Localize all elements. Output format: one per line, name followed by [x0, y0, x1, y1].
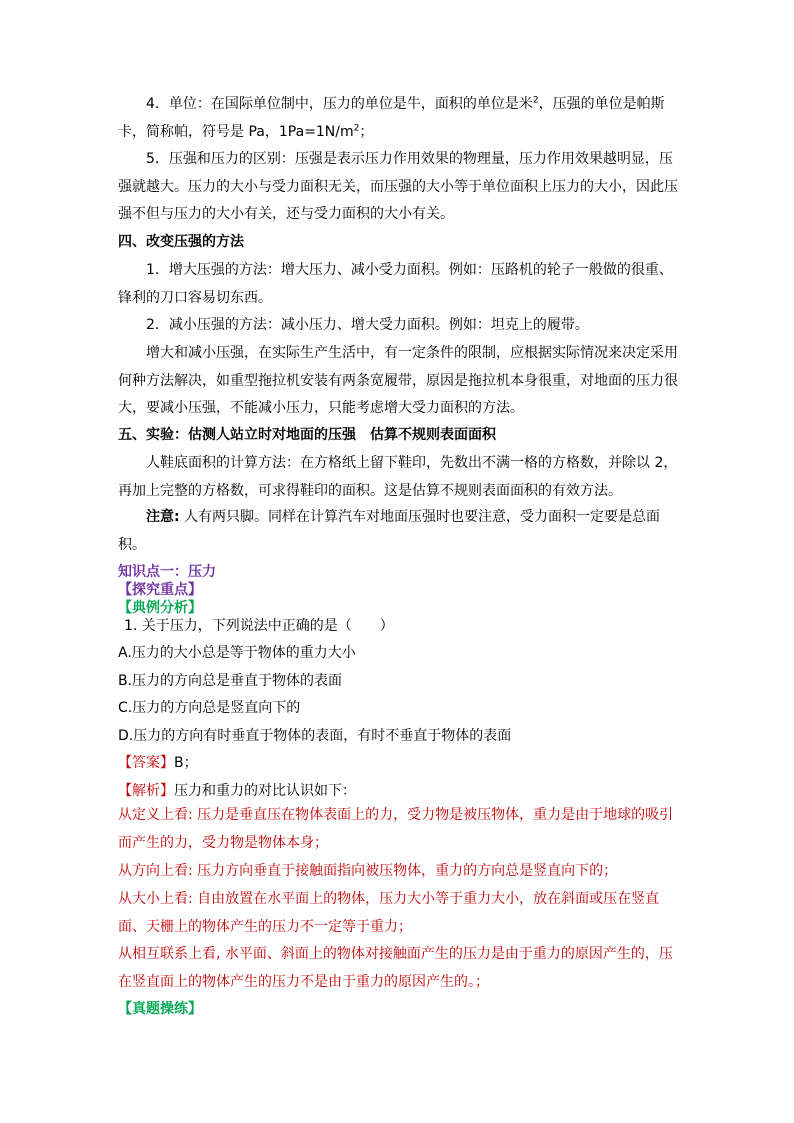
practice-heading: 【真题操练】	[118, 1001, 202, 1017]
increase-pressure-paragraph: 1．增大压强的方法：增大压力、减小受力面积。例如：压路机的轮子一般做的很重、锋利的刀口容易切东西。	[118, 262, 673, 306]
shoe-area-paragraph: 人鞋底面积的计算方法：在方格纸上留下鞋印，先数出不满一格的方格数，并除以 2，再加上完整的方格数，可求得鞋印的面积。这是估算不规则表面面积的有效方法。	[118, 455, 678, 499]
tractor-paragraph: 增大和减小压强，在实际生产生活中，有一定条件的限制，应根据实际情况来决定采用何种方法解决，如重型拖拉机安装有两条宽履带，原因是拖拉机本身很重，对地面的压力很大，要减小压强，不能减小压力，只能考虑增大受力面积的方法。	[118, 345, 678, 416]
analysis-relation: 从相互联系上看, 水平面、斜面上的物体对接触面产生的压力是由于重力的原因产生的，压在竖直面上的物体产生的压力不是由于重力的原因产生的。；	[118, 946, 673, 990]
section-5-title: 五、实验：估测人站立时对地面的压强 估算不规则表面面积	[118, 427, 496, 443]
option-c: C.压力的方向总是竖直向下的	[118, 700, 301, 716]
analysis-size: 从大小上看: 自由放置在水平面上的物体，压力大小等于重力大小，放在斜面或压在竖直面、天栅上的物体产生的压力不一定等于重力；	[118, 891, 660, 935]
example-heading: 【典例分析】	[118, 600, 202, 616]
analysis-definition: 从定义上看: 压力是垂直压在物体表面上的力，受力物是被压物体，重力是由于地球的吸引而产生的力，受力物是物体本身；	[118, 807, 674, 851]
option-d: D.压力的方向有时垂直于物体的表面，有时不垂直于物体的表面	[118, 728, 512, 744]
answer-label: 【答案】	[118, 755, 174, 771]
knowledge-point-heading: 知识点一：压力	[118, 564, 216, 580]
answer-value: B；	[174, 755, 198, 771]
decrease-pressure-paragraph: 2．减小压强的方法：减小压力、增大受力面积。例如：坦克上的履带。	[146, 317, 589, 333]
note-paragraph: 注意: 人有两只脚。同样在计算汽车对地面压强时也要注意，受力面积一定要是总面积。	[118, 509, 661, 553]
analysis-line: 【解析】压力和重力的对比认识如下：	[118, 783, 356, 799]
option-a: A.压力的大小总是等于物体的重力大小	[118, 645, 356, 661]
option-b: B.压力的方向总是垂直于物体的表面	[118, 673, 343, 689]
unit-paragraph: 4．单位：在国际单位制中，压力的单位是牛，面积的单位是米$^2$，压强的单位是帕斯卡，简称帕，符号是 Pa，$1Pa=1N/m^2$；	[118, 95, 665, 140]
note-label: 注意:	[146, 509, 180, 525]
question-text: 1. 关于压力，下列说法中正确的是（ ）	[124, 618, 394, 634]
answer-line	[118, 753, 678, 773]
explore-heading: 【探究重点】	[118, 582, 202, 598]
analysis-label: 【解析】	[118, 783, 174, 799]
analysis-direction: 从方向上看: 压力方向垂直于接触面指向被压物体，重力的方向总是竖直向下的；	[118, 863, 618, 879]
section-4-title: 四、改变压强的方法	[118, 234, 244, 250]
difference-paragraph: 5．压强和压力的区别：压强是表示压力作用效果的物理量，压力作用效果越明显，压强就越大。压力的大小与受力面积无关，而压强的大小等于单位面积上压力的大小，因此压强不但与压力的大小有关，还与受力面积的大小有关。	[118, 151, 678, 222]
